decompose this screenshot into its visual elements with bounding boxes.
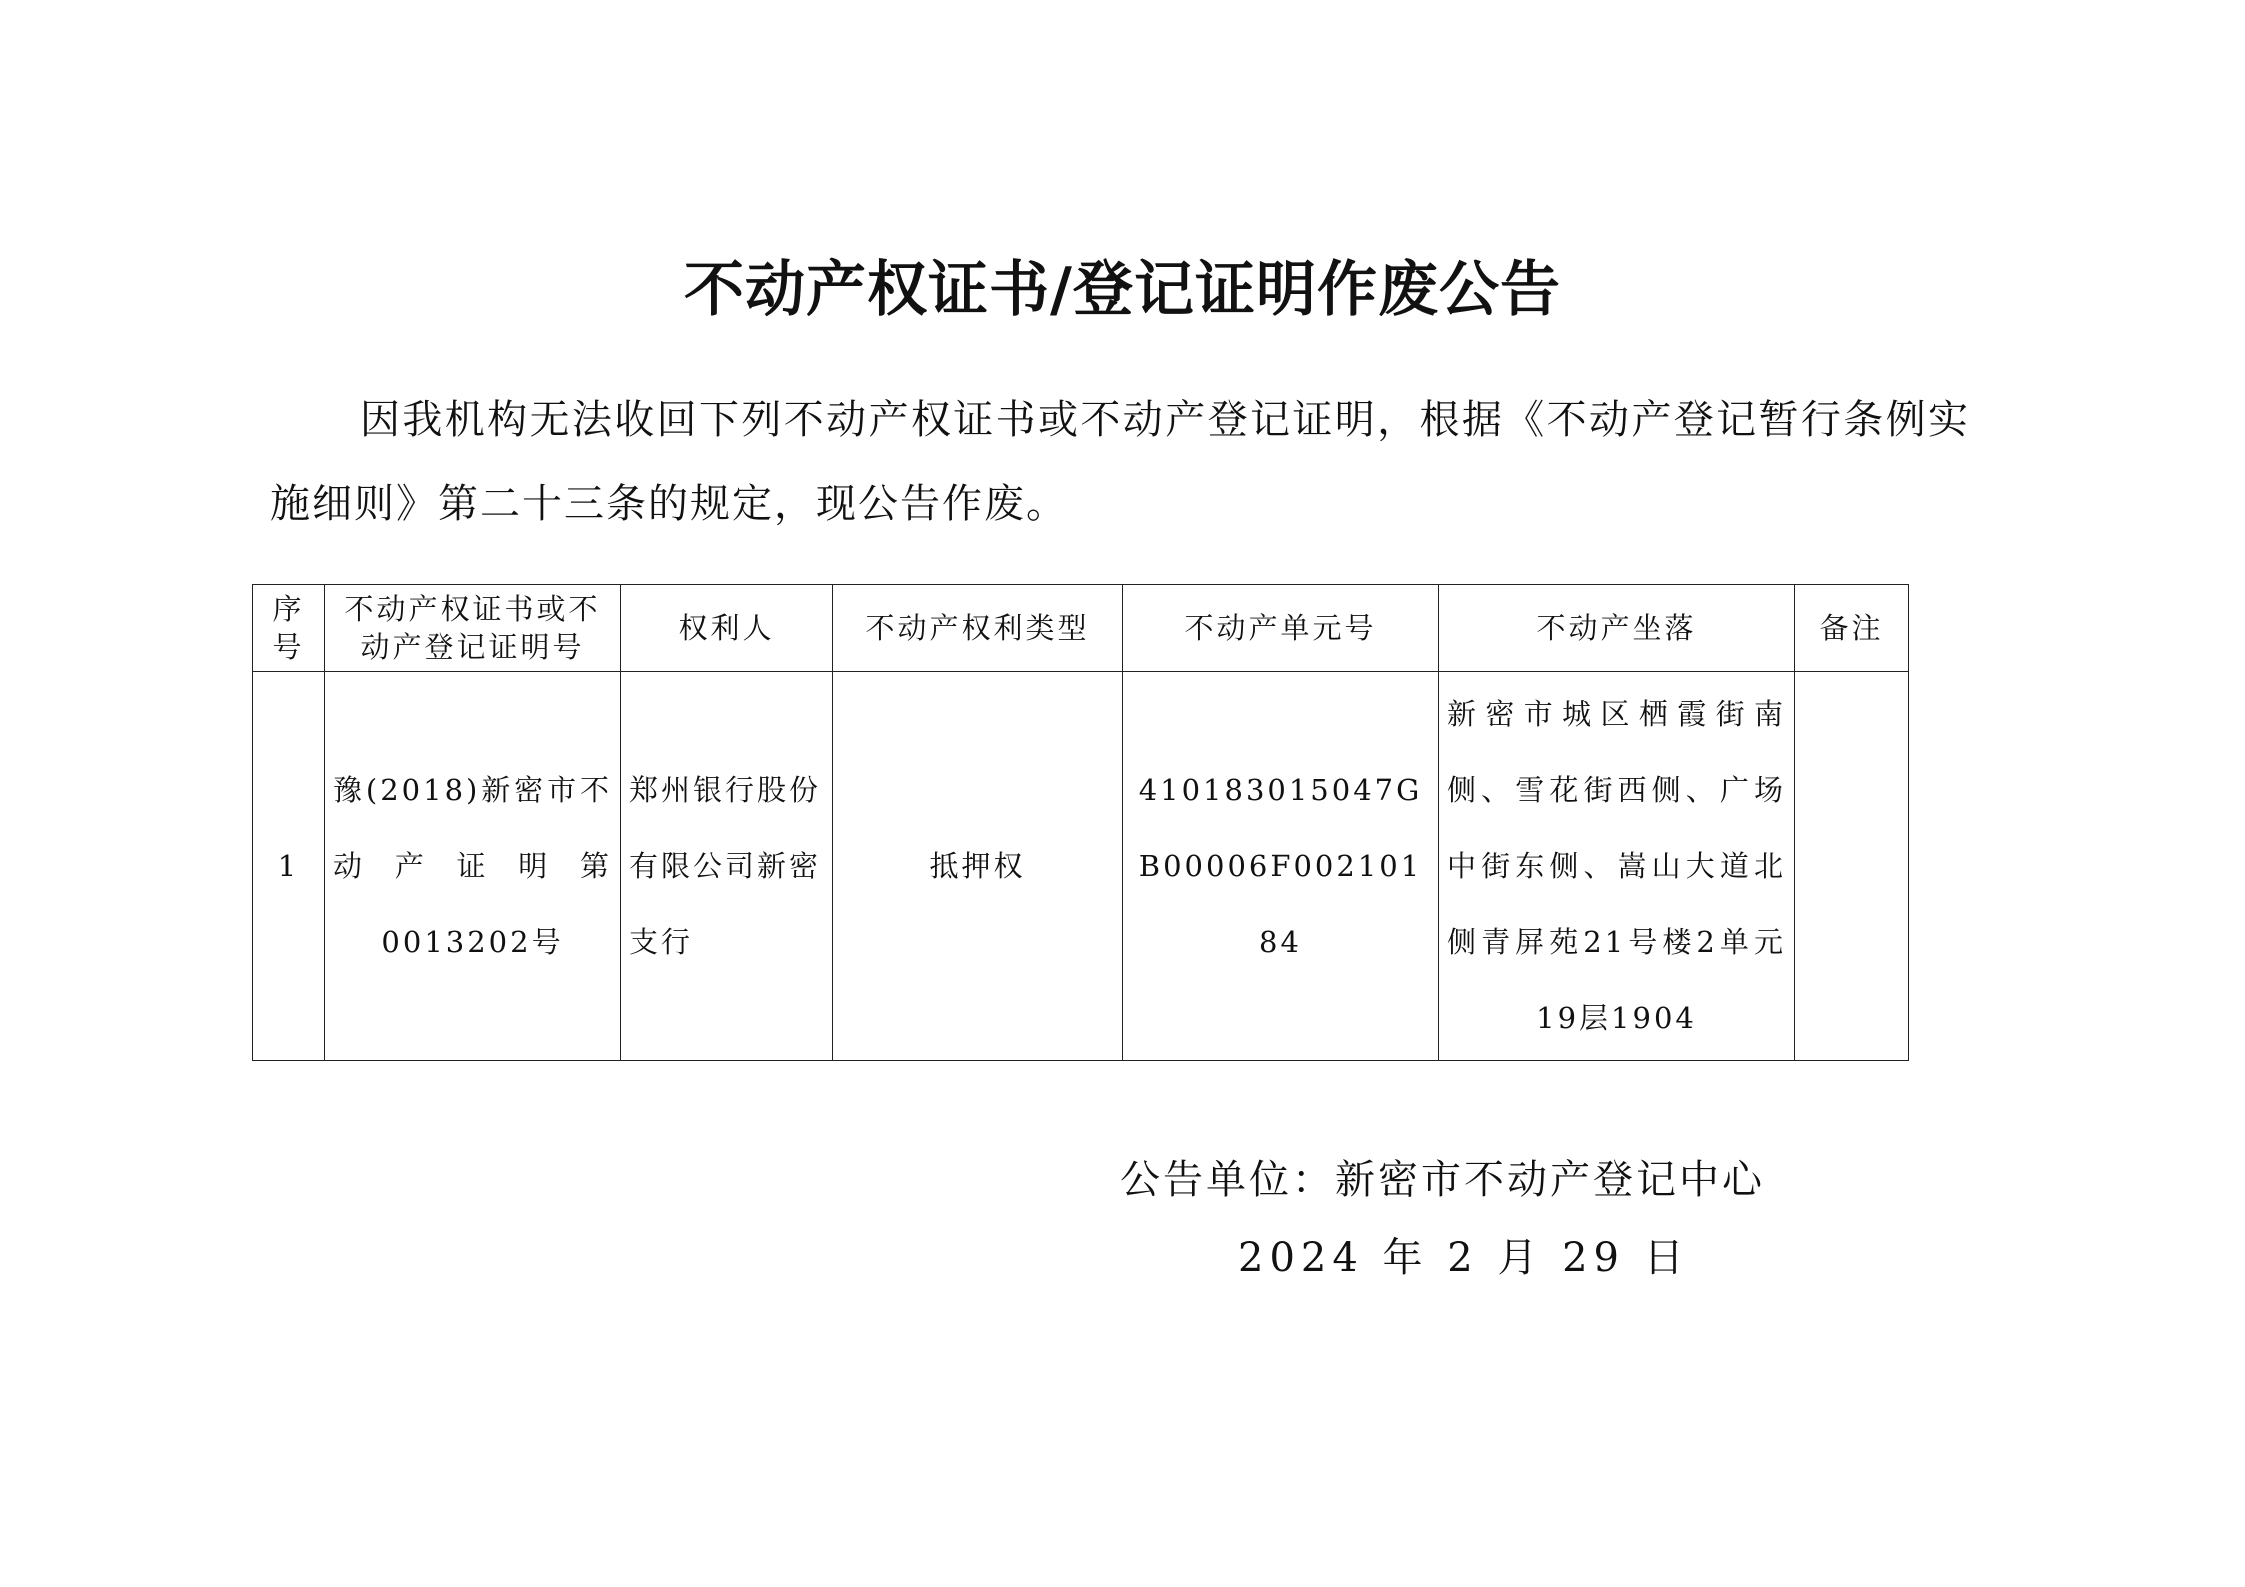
voided-certificates-table bbox=[252, 584, 1909, 1061]
cell-unit-no: 410183015047GB00006F00210184 bbox=[1123, 672, 1439, 1061]
issue-date: 2024 年 2 月 29 日 bbox=[1238, 1235, 1690, 1281]
header-right-type: 不动产权利类型 bbox=[833, 585, 1123, 672]
document-title: 不动产权证书/登记证明作废公告 bbox=[684, 255, 1561, 325]
issuing-unit: 公告单位：新密市不动产登记中心 bbox=[1120, 1157, 1765, 1203]
announcement-paragraph: 因我机构无法收回下列不动产权证书或不动产登记证明，根据《不动产登记暂行条例实施细则》第二十三条的规定，现公告作废。 bbox=[270, 397, 1970, 527]
header-holder: 权利人 bbox=[621, 585, 833, 672]
header-seq: 序号 bbox=[253, 585, 325, 672]
header-remark: 备注 bbox=[1795, 585, 1909, 672]
cell-right-type: 抵押权 bbox=[833, 672, 1123, 1061]
header-unit-no: 不动产单元号 bbox=[1123, 585, 1439, 672]
header-location: 不动产坐落 bbox=[1439, 585, 1795, 672]
cell-location: 新密市城区栖霞街南侧、雪花街西侧、广场中街东侧、嵩山大道北侧青屏苑21号楼2单元19层1904 bbox=[1439, 672, 1795, 1061]
header-cert-no: 不动产权证书或不动产登记证明号 bbox=[325, 585, 621, 672]
table-header-row bbox=[253, 585, 1909, 672]
table-row bbox=[253, 672, 1909, 1061]
cell-remark bbox=[1795, 672, 1909, 1061]
cell-holder: 郑州银行股份有限公司新密支行 bbox=[621, 672, 833, 1061]
cell-cert-no: 豫(2018)新密市不动产证明第0013202号 bbox=[325, 672, 621, 1061]
cell-seq: 1 bbox=[253, 672, 325, 1061]
